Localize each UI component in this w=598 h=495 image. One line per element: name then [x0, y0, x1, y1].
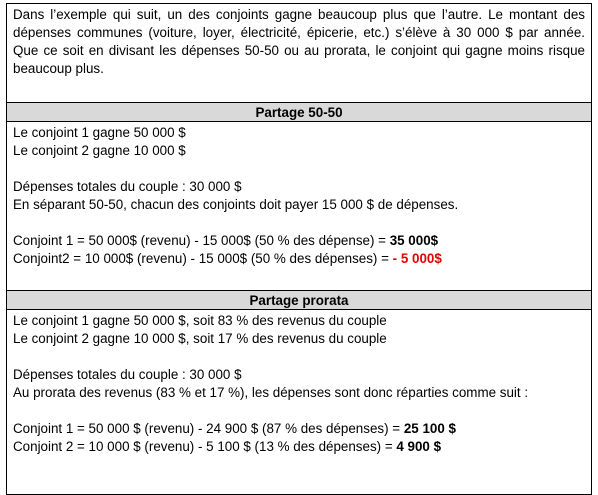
total-expenses-line: Dépenses totales du couple : 30 000 $	[13, 367, 242, 382]
calculation-text: Conjoint 1 = 50 000$ (revenu) - 15 000$ (50 % des dépense) =	[13, 233, 390, 248]
calculation-text: Conjoint 2 = 10 000 $ (revenu) - 5 100 $ (13 % des dépenses) =	[13, 439, 397, 454]
intro-paragraph: Dans l’exemple qui suit, un des conjoints gagne beaucoup plus que l’autre. Le montant des dépenses communes (voiture, loyer, électricité, épicerie, etc.) s’élève à 30 000 $ par année. Que ce soit en divisant les dépenses 50-50 ou au prorata, le conjoint qui gagne moins risque beaucoup plus.	[7, 4, 591, 103]
calculation-result: 4 900 $	[396, 439, 442, 454]
income-line-conjoint-2: Le conjoint 2 gagne 10 000 $	[13, 143, 186, 158]
section-body-5050	[7, 122, 591, 291]
calculation-line-conjoint-1	[13, 420, 585, 438]
income-line-conjoint-2: Le conjoint 2 gagne 10 000 $, soit 17 % des revenus du couple	[13, 331, 387, 346]
spacer	[13, 160, 585, 178]
calculation-text: Conjoint2 = 10 000$ (revenu) - 15 000$ (50 % des dépenses) =	[13, 251, 393, 266]
document-table	[6, 3, 592, 495]
spacer	[13, 348, 585, 366]
spacer	[13, 402, 585, 420]
calculation-line-conjoint-2	[13, 250, 585, 268]
calculation-line-conjoint-1	[13, 232, 585, 250]
calculation-result: 25 100 $	[403, 421, 456, 436]
section-body-prorata	[7, 310, 591, 494]
total-expenses-line: Dépenses totales du couple : 30 000 $	[13, 179, 242, 194]
section-header-5050: Partage 50-50	[7, 103, 591, 122]
calculation-line-conjoint-2	[13, 438, 585, 456]
income-line-conjoint-1: Le conjoint 1 gagne 50 000 $	[13, 125, 186, 140]
spacer	[13, 214, 585, 232]
income-line-conjoint-1: Le conjoint 1 gagne 50 000 $, soit 83 % des revenus du couple	[13, 313, 387, 328]
calculation-result: 35 000$	[389, 233, 439, 248]
section-header-prorata: Partage prorata	[7, 291, 591, 310]
negative-result: - 5 000$	[392, 251, 442, 266]
split-explanation-line: Au prorata des revenus (83 % et 17 %), les dépenses sont donc réparties comme suit :	[13, 385, 529, 400]
split-explanation-line: En séparant 50-50, chacun des conjoints doit payer 15 000 $ de dépenses.	[13, 197, 459, 212]
calculation-text: Conjoint 1 = 50 000 $ (revenu) - 24 900 $ (87 % des dépenses) =	[13, 421, 404, 436]
